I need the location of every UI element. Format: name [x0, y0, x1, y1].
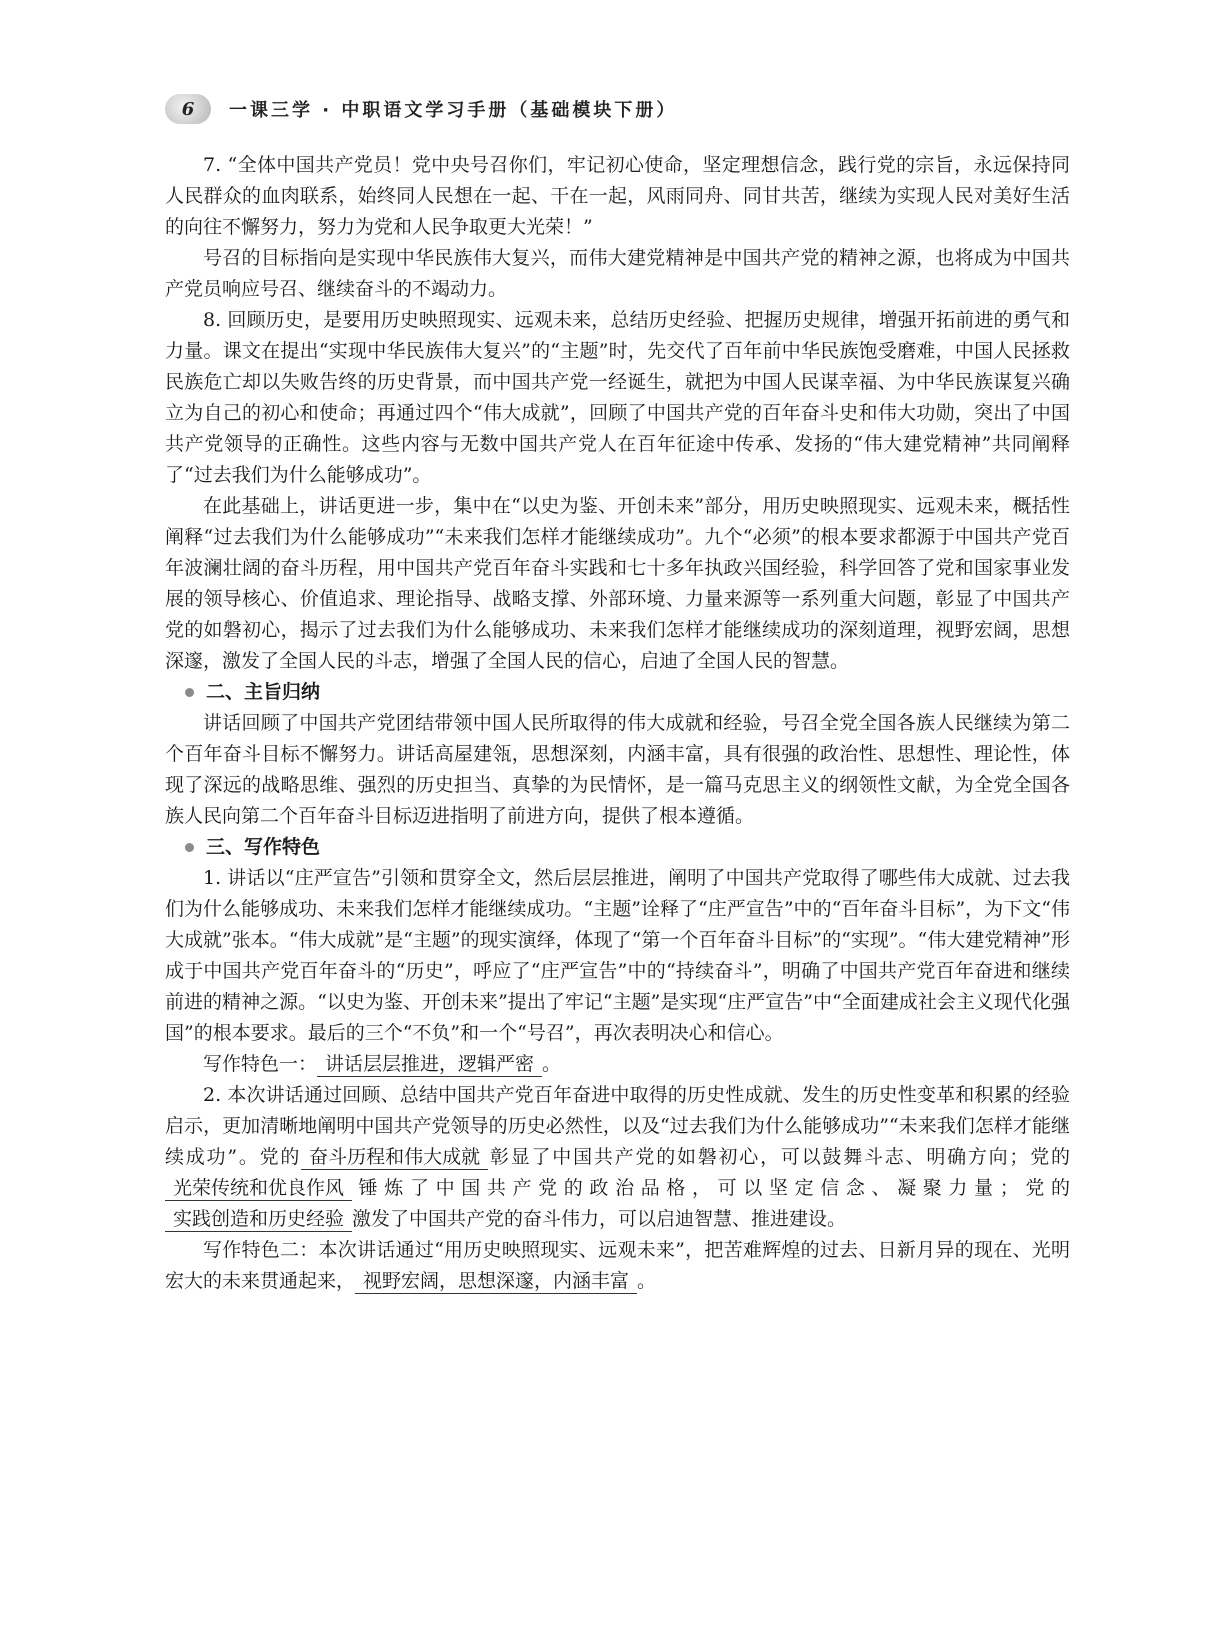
- book-title: 一课三学 · 中职语文学习手册（基础模块下册）: [229, 100, 678, 121]
- paragraph-writing-2: [165, 1080, 1070, 1235]
- paragraph-7: 7. “全体中国共产党员！党中央号召你们，牢记初心使命，坚定理想信念，践行党的宗旨，永远保持同人民群众的血肉联系，始终同人民想在一起、干在一起，风雨同舟、同甘共苦，继续为实现人民对美好生活的向往不懈努力，努力为党和人民争取更大光荣！”: [165, 154, 1070, 238]
- bullet-icon: [185, 843, 194, 852]
- answer-blank-4: 实践创造和历史经验: [165, 1207, 352, 1232]
- section-heading-writing: [165, 832, 1070, 863]
- writing-feature-1: [165, 1049, 1070, 1080]
- paragraph-writing-1: 1. 讲话以“庄严宣告”引领和贯穿全文，然后层层推进，阐明了中国共产党取得了哪些伟大成就、过去我们为什么能够成功、未来我们怎样才能继续成功。“主题”诠释了“庄严宣告”中的“百年奋斗目标”，为下文“伟大成就”张本。“伟大成就”是“主题”的现实演绎，体现了“第一个百年奋斗目标”的“实现”。“伟大建党精神”形成于中国共产党百年奋斗的“历史”，呼应了“庄严宣告”中的“持续奋斗”，明确了中国共产党百年奋进和继续前进的精神之源。“以史为鉴、开创未来”提出了牢记“主题”是实现“庄严宣告”中“全面建成社会主义现代化强国”的根本要求。最后的三个“不负”和一个“号召”，再次表明决心和信心。: [165, 867, 1070, 1044]
- answer-blank-2: 奋斗历程和伟大成就: [301, 1145, 488, 1170]
- paragraph-theme: 讲话回顾了中国共产党团结带领中国人民所取得的伟大成就和经验，号召全党全国各族人民继续为第二个百年奋斗目标不懈努力。讲话高屋建瓴，思想深刻，内涵丰富，具有很强的政治性、思想性、理论性，体现了深远的战略思维、强烈的历史担当、真挚的为民情怀，是一篇马克思主义的纲领性文献，为全党全国各族人民向第二个百年奋斗目标迈进指明了前进方向，提供了根本遵循。: [165, 712, 1070, 827]
- paragraph-8: 8. 回顾历史，是要用历史映照现实、远观未来，总结历史经验、把握历史规律，增强开拓前进的勇气和力量。课文在提出“实现中华民族伟大复兴”的“主题”时，先交代了百年前中华民族饱受磨难，中国人民拯救民族危亡却以失败告终的历史背景，而中国共产党一经诞生，就把为中国人民谋幸福、为中华民族谋复兴确立为自己的初心和使命；再通过四个“伟大成就”，回顾了中国共产党的百年奋斗史和伟大功勋，突出了中国共产党领导的正确性。这些内容与无数中国共产党人在百年征途中传承、发扬的“伟大建党精神”共同阐释了“过去我们为什么能够成功”。: [165, 309, 1070, 486]
- paragraph-8-continued: 在此基础上，讲话更进一步，集中在“以史为鉴、开创未来”部分，用历史映照现实、远观未来，概括性阐释“过去我们为什么能够成功”“未来我们怎样才能继续成功”。九个“必须”的根本要求都源于中国共产党百年波澜壮阔的奋斗历程，用中国共产党百年奋斗实践和七十多年执政兴国经验，科学回答了党和国家事业发展的领导核心、价值追求、理论指导、战略支撑、外部环境、力量来源等一系列重大问题，彰显了中国共产党的如磐初心，揭示了过去我们为什么能够成功、未来我们怎样才能继续成功的深刻道理，视野宏阔，思想深邃，激发了全国人民的斗志，增强了全国人民的信心，启迪了全国人民的智慧。: [165, 495, 1070, 672]
- section-heading-theme: [165, 677, 1070, 708]
- section-heading-theme-text: 二、主旨归纳: [206, 681, 321, 703]
- writing-feature-1-prefix: 写作特色一：: [203, 1053, 318, 1075]
- paragraph-7-analysis: 号召的目标指向是实现中华民族伟大复兴，而伟大建党精神是中国共产党的精神之源，也将成为中国共产党员响应号召、继续奋斗的不竭动力。: [165, 247, 1070, 300]
- page-header: [165, 92, 1065, 126]
- writing-2-part-c: 锤炼了中国共产党的政治品格，可以坚定信念、凝聚力量；党的: [352, 1177, 1070, 1199]
- answer-blank-3: 光荣传统和优良作风: [165, 1176, 352, 1201]
- answer-blank-5: 视野宏阔，思想深邃，内涵丰富: [355, 1269, 637, 1294]
- writing-2-part-b: 彰显了中国共产党的如磐初心，可以鼓舞斗志、明确方向；党的: [488, 1146, 1070, 1168]
- page-number-badge: 6: [165, 94, 211, 124]
- answer-blank-1: 讲话层层推进，逻辑严密: [317, 1052, 542, 1077]
- writing-feature-2-suffix: 。: [637, 1270, 657, 1292]
- writing-2-part-d: 激发了中国共产党的奋斗伟力，可以启迪智慧、推进建设。: [352, 1208, 847, 1230]
- writing-feature-1-suffix: 。: [542, 1053, 562, 1075]
- page-content: [165, 150, 1070, 1297]
- writing-feature-2: [165, 1235, 1070, 1297]
- bullet-icon: [185, 688, 194, 697]
- writing-2-part-a: 2. 本次讲话通过回顾、总结中国共产党百年奋进中取得的历史性成就、发生的历史性变革和积累的经验启示，更加清晰地阐明中国共产党领导的历史必然性，以及“过去我们为什么能够成功”“未来我们怎样才能继续成功”。党的: [165, 1084, 1070, 1168]
- section-heading-writing-text: 三、写作特色: [206, 836, 321, 858]
- writing-feature-2-prefix: 写作特色二：本次讲话通过“用历史映照现实、远观未来”，把苦难辉煌的过去、日新月异的现在、光明宏大的未来贯通起来，: [165, 1239, 1070, 1292]
